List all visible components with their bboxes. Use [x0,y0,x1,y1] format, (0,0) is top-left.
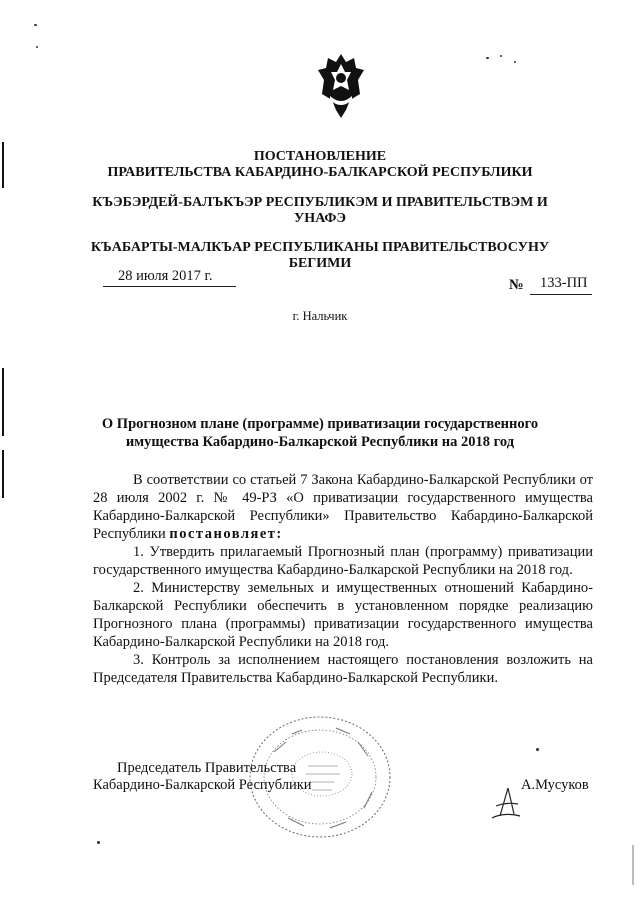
body-item-2: 2. Министерству земельных и имущественных отношений Кабардино-Балкарской Республики обеспечить в установленном порядке реализацию Прогнозного плана (программы) приватизации государственного имущества Кабардино-Балкарской Республики на 2018 год. [93,580,593,650]
document-type-title: ПОСТАНОВЛЕНИЕ [253,149,387,164]
decree-subject-line2: имущества Кабардино-Балкарской Республики на 2018 год [125,434,515,450]
scan-speck [500,55,502,57]
scan-speck [632,845,634,885]
scan-edge-mark [2,450,4,498]
decree-date: 28 июля 2017 г. [118,268,213,284]
government-name-kbr-line2: БЕГИМИ [288,256,352,271]
number-underline [530,294,592,295]
scan-speck [536,748,539,751]
body-item-3: 3. Контроль за исполнением настоящего постановления возложить на Председателя Правительства Кабардино-Балкарской Республики. [93,652,593,686]
scan-speck [36,46,38,48]
city-label: г. Нальчик [292,309,348,323]
government-name-kab-line1: КЪЭБЭРДЕЙ-БАЛЪКЪЭР РЕСПУБЛИКЭМ И ПРАВИТЕЛЬСТВЭМ И [92,195,548,210]
signatory-name: А.Мусуков [521,777,589,793]
scan-speck [486,57,489,59]
scan-speck [97,841,100,844]
date-underline [103,286,236,287]
coat-of-arms-emblem-icon [316,50,366,122]
handwritten-signature-icon [488,786,524,820]
decree-subject-line1: О Прогнозном плане (программе) приватизации государственного [101,416,539,432]
body-intro-text: В соответствии со статьей 7 Закона Кабардино-Балкарской Республики от 28 июля 2002 г. № 49-РЗ «О приватизации государственного имущества Кабардино-Балкарской Республики» Правительство Кабардино-Балкарской Республики [93,472,593,542]
government-name-ru: ПРАВИТЕЛЬСТВА КАБАРДИНО-БАЛКАРСКОЙ РЕСПУБЛИКИ [107,165,533,180]
scan-speck [34,24,37,26]
scan-speck [514,61,516,63]
government-name-kbr-line1: КЪАБАРТЫ-МАЛКЪАР РЕСПУБЛИКАНЫ ПРАВИТЕЛЬСТВОСУНУ [90,240,550,255]
decree-number-label: № [509,277,524,293]
decree-number: 133-ПП [540,275,588,291]
decree-body [93,471,593,687]
body-intro-paragraph [93,471,593,543]
signatory-position-line2: Кабардино-Балкарской Республики [93,777,312,793]
signatory-position-line1: Председатель Правительства [117,760,297,776]
body-item-1: 1. Утвердить прилагаемый Прогнозный план (программу) приватизации государственного имущества Кабардино-Балкарской Республики на 2018 год. [93,544,593,578]
decree-word: постановляет: [169,526,283,542]
government-name-kab-line2: УНАФЭ [294,211,346,226]
